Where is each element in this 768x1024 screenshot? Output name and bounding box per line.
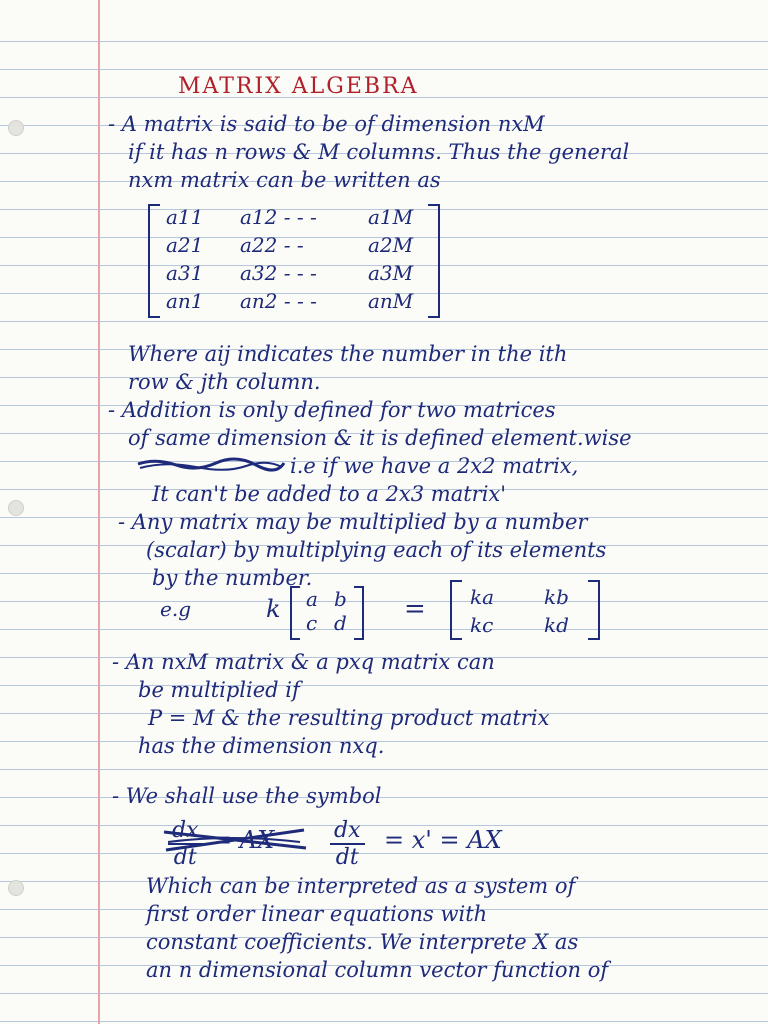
text-line: of same dimension & it is defined element.wise <box>128 426 632 450</box>
matrix-left-bracket <box>450 580 462 640</box>
matrix-cell: kb <box>544 585 569 609</box>
text-line: if it has n rows & M columns. Thus the general <box>128 140 630 164</box>
matrix-cell: d <box>334 611 347 635</box>
text-line: an n dimensional column vector function of <box>146 958 609 982</box>
matrix-cell: a32 - - - <box>240 261 317 285</box>
fraction-numerator: dx <box>168 818 203 845</box>
matrix-cell: an2 - - - <box>240 289 317 313</box>
matrix-left-bracket <box>148 204 160 318</box>
text-line: has the dimension nxq. <box>138 734 385 758</box>
matrix-right-bracket <box>588 580 600 640</box>
text-line: It can't be added to a 2x3 matrix' <box>152 482 507 506</box>
matrix-cell: a <box>306 587 318 611</box>
text-line: - Addition is only defined for two matrices <box>108 398 556 422</box>
matrix-cell: ka <box>470 585 495 609</box>
matrix-left-bracket <box>290 586 300 640</box>
fraction-denominator: dt <box>173 845 197 870</box>
example-label: e.g <box>160 597 191 621</box>
text-line: nxm matrix can be written as <box>128 168 441 192</box>
scalar-symbol: k <box>266 595 281 623</box>
matrix-cell: kc <box>470 613 494 637</box>
text-line: row & jth column. <box>128 370 321 394</box>
crossed-equation-rhs: = AX <box>212 826 275 854</box>
matrix-cell: a3M <box>368 261 414 285</box>
text-line: - We shall use the symbol <box>112 784 382 808</box>
matrix-cell: a21 <box>166 233 204 257</box>
derivative-fraction <box>330 818 365 870</box>
matrix-cell: a31 <box>166 261 204 285</box>
matrix-cell: a1M <box>368 205 414 229</box>
equation-rhs: = x' = AX <box>384 826 502 854</box>
matrix-cell: a11 <box>166 205 204 229</box>
text-line: - Any matrix may be multiplied by a number <box>118 510 588 534</box>
matrix-cell: c <box>306 611 318 635</box>
scribbled-out-text <box>136 456 286 472</box>
matrix-cell: an1 <box>166 289 204 313</box>
cross-out-marks <box>160 820 310 870</box>
text-line: constant coefficients. We interprete X as <box>146 930 579 954</box>
text-line: by the number. <box>152 566 313 590</box>
page-title: MATRIX ALGEBRA <box>178 74 419 99</box>
fraction-denominator: dt <box>335 845 359 870</box>
fraction-numerator: dx <box>330 818 365 845</box>
matrix-cell: anM <box>368 289 414 313</box>
punch-hole <box>8 880 24 896</box>
text-line: Which can be interpreted as a system of <box>146 874 576 898</box>
text-line: - A matrix is said to be of dimension nxM <box>108 112 545 136</box>
text-line: P = M & the resulting product matrix <box>148 706 550 730</box>
matrix-cell: b <box>334 587 347 611</box>
matrix-right-bracket <box>428 204 440 318</box>
matrix-cell: a12 - - - <box>240 205 317 229</box>
text-line: i.e if we have a 2x2 matrix, <box>290 454 579 478</box>
matrix-cell: a2M <box>368 233 414 257</box>
equals-sign: = <box>404 594 426 624</box>
punch-hole <box>8 120 24 136</box>
matrix-cell: a22 - - <box>240 233 304 257</box>
margin-line <box>98 0 100 1024</box>
text-line: (scalar) by multiplying each of its elements <box>146 538 607 562</box>
text-line: - An nxM matrix & a pxq matrix can <box>112 650 495 674</box>
text-line: be multiplied if <box>138 678 300 702</box>
text-line: Where aij indicates the number in the ith <box>128 342 568 366</box>
matrix-cell: kd <box>544 613 569 637</box>
text-line: first order linear equations with <box>146 902 488 926</box>
punch-hole <box>8 500 24 516</box>
matrix-right-bracket <box>354 586 364 640</box>
